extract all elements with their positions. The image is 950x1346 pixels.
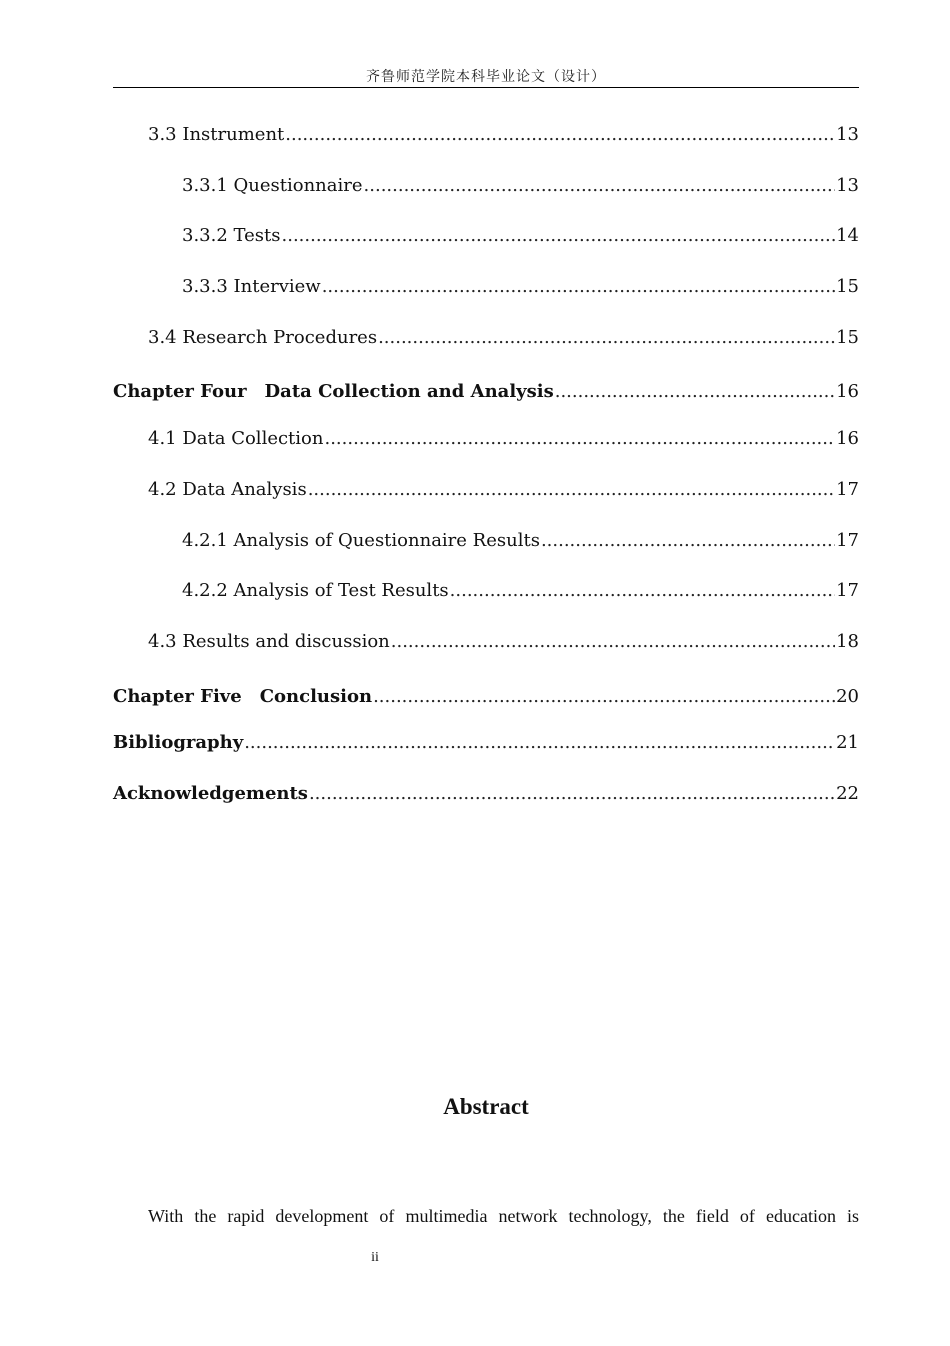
toc-leader-dots (364, 175, 836, 196)
toc-leader-dots (322, 276, 835, 297)
toc-entry-label: 3.3 Instrument (148, 124, 285, 145)
toc-leader-dots (378, 327, 835, 348)
toc-entry[interactable] (113, 530, 859, 581)
toc-entry-page: 16 (836, 428, 859, 450)
toc-leader-dots (308, 479, 835, 500)
toc-entry-label: 4.1 Data Collection (148, 428, 324, 450)
toc-entry-label: Chapter Five Conclusion (113, 685, 373, 707)
toc-entry-page: 21 (836, 732, 859, 754)
toc-entry[interactable] (113, 631, 859, 682)
toc-leader-dots (373, 686, 835, 707)
toc-entry-page: 13 (836, 174, 859, 196)
toc-entry[interactable] (113, 377, 859, 428)
toc-leader-dots (244, 732, 835, 753)
toc-entry[interactable] (113, 124, 859, 175)
running-header: 齐鲁师范学院本科毕业论文（设计） (366, 69, 606, 85)
toc-entry[interactable] (113, 479, 859, 530)
toc-entry-page: 13 (836, 124, 859, 145)
toc-leader-dots (282, 225, 836, 246)
toc-entry-page: 15 (836, 326, 859, 348)
page-number: ii (371, 1250, 379, 1265)
toc-entry-page: 15 (836, 276, 859, 298)
toc-leader-dots (541, 530, 835, 551)
toc-leader-dots (555, 381, 835, 402)
toc-entry[interactable] (113, 428, 859, 479)
toc-entry[interactable] (113, 175, 859, 226)
toc-entry[interactable] (113, 580, 859, 631)
toc-entry-label: 3.3.1 Questionnaire (182, 174, 363, 196)
toc-entry-page: 16 (836, 381, 859, 403)
abstract-paragraph: With the rapid development of multimedia network technology, the field of education is (148, 1206, 859, 1226)
toc-entry[interactable] (113, 783, 859, 834)
header-rule (113, 87, 859, 88)
toc-entry-page: 17 (836, 529, 859, 551)
toc-entry-label: 4.2 Data Analysis (148, 478, 307, 500)
toc-leader-dots (450, 580, 835, 601)
toc-entry-page: 17 (836, 580, 859, 602)
toc-leader-dots (285, 124, 835, 145)
toc-entry[interactable] (113, 225, 859, 276)
toc-entry[interactable] (113, 682, 859, 733)
toc-entry[interactable] (113, 276, 859, 327)
toc-entry-page: 18 (836, 630, 859, 652)
toc-entry-page: 22 (836, 782, 859, 804)
abstract-heading: Abstract (443, 1094, 529, 1119)
toc-entry-label: Bibliography (113, 732, 244, 754)
toc-leader-dots (391, 631, 835, 652)
toc-entry-label: 3.4 Research Procedures (148, 326, 378, 348)
toc-entry-label: Chapter Four Data Collection and Analysis (113, 381, 554, 403)
toc-entry[interactable] (113, 327, 859, 378)
toc-entry-page: 20 (836, 685, 859, 707)
toc-entry[interactable] (113, 732, 859, 783)
toc-entry-page: 17 (836, 478, 859, 500)
toc-entry-label: 4.2.1 Analysis of Questionnaire Results (182, 529, 540, 551)
toc-entry-label: Acknowledgements (113, 782, 308, 804)
toc-entry-label: 3.3.3 Interview (182, 276, 321, 298)
toc-entry-label: 3.3.2 Tests (182, 225, 281, 247)
toc-leader-dots (324, 428, 835, 449)
table-of-contents (113, 124, 859, 834)
toc-entry-label: 4.2.2 Analysis of Test Results (182, 580, 449, 602)
toc-entry-page: 14 (836, 225, 859, 247)
toc-leader-dots (309, 783, 835, 804)
toc-entry-label: 4.3 Results and discussion (148, 630, 390, 652)
